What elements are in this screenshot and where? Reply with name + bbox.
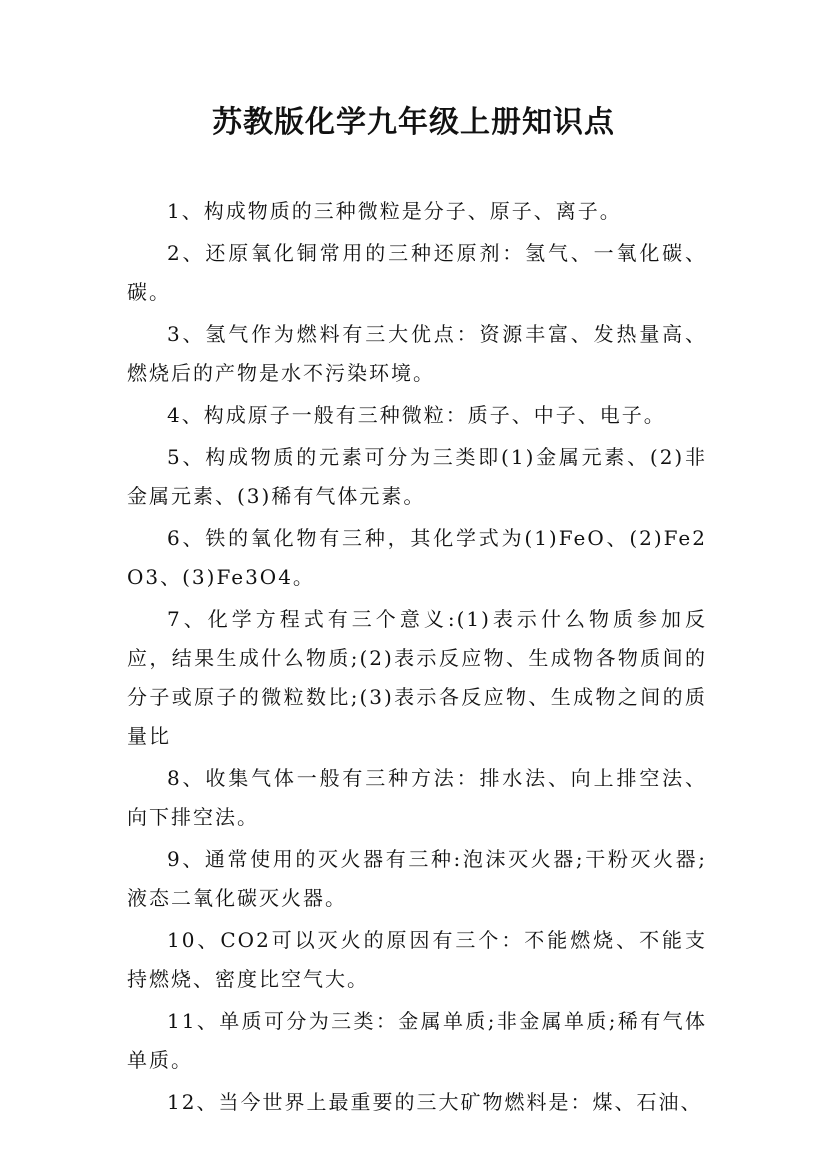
document-body xyxy=(127,192,707,1125)
list-item: 2、还原氧化铜常用的三种还原剂：氢气、一氧化碳、碳。 xyxy=(127,241,707,304)
list-item: 10、CO2可以灭火的原因有三个：不能燃烧、不能支持燃烧、密度比空气大。 xyxy=(127,928,707,991)
list-item: 5、构成物质的元素可分为三类即(1)金属元素、(2)非金属元素、(3)稀有气体元素。 xyxy=(127,445,707,508)
list-item: 8、收集气体一般有三种方法：排水法、向上排空法、向下排空法。 xyxy=(127,766,707,829)
list-item: 9、通常使用的灭火器有三种:泡沫灭火器;干粉灭火器;液态二氧化碳灭火器。 xyxy=(127,847,707,910)
list-item: 12、当今世界上最重要的三大矿物燃料是：煤、石油、 xyxy=(167,1090,703,1114)
list-item: 7、化学方程式有三个意义:(1)表示什么物质参加反应，结果生成什么物质;(2)表示反应物、生成物各物质间的分子或原子的微粒数比;(3)表示各反应物、生成物之间的质量比 xyxy=(127,607,707,748)
document-title: 苏教版化学九年级上册知识点 xyxy=(212,105,615,140)
list-item: 6、铁的氧化物有三种，其化学式为(1)FeO、(2)Fe2O3、(3)Fe3O4。 xyxy=(127,526,707,589)
list-item: 1、构成物质的三种微粒是分子、原子、离子。 xyxy=(167,199,622,223)
list-item: 4、构成原子一般有三种微粒：质子、中子、电子。 xyxy=(167,403,666,427)
list-item: 3、氢气作为燃料有三大优点：资源丰富、发热量高、燃烧后的产物是水不污染环境。 xyxy=(127,322,707,385)
list-item: 11、单质可分为三类：金属单质;非金属单质;稀有气体单质。 xyxy=(127,1009,707,1072)
